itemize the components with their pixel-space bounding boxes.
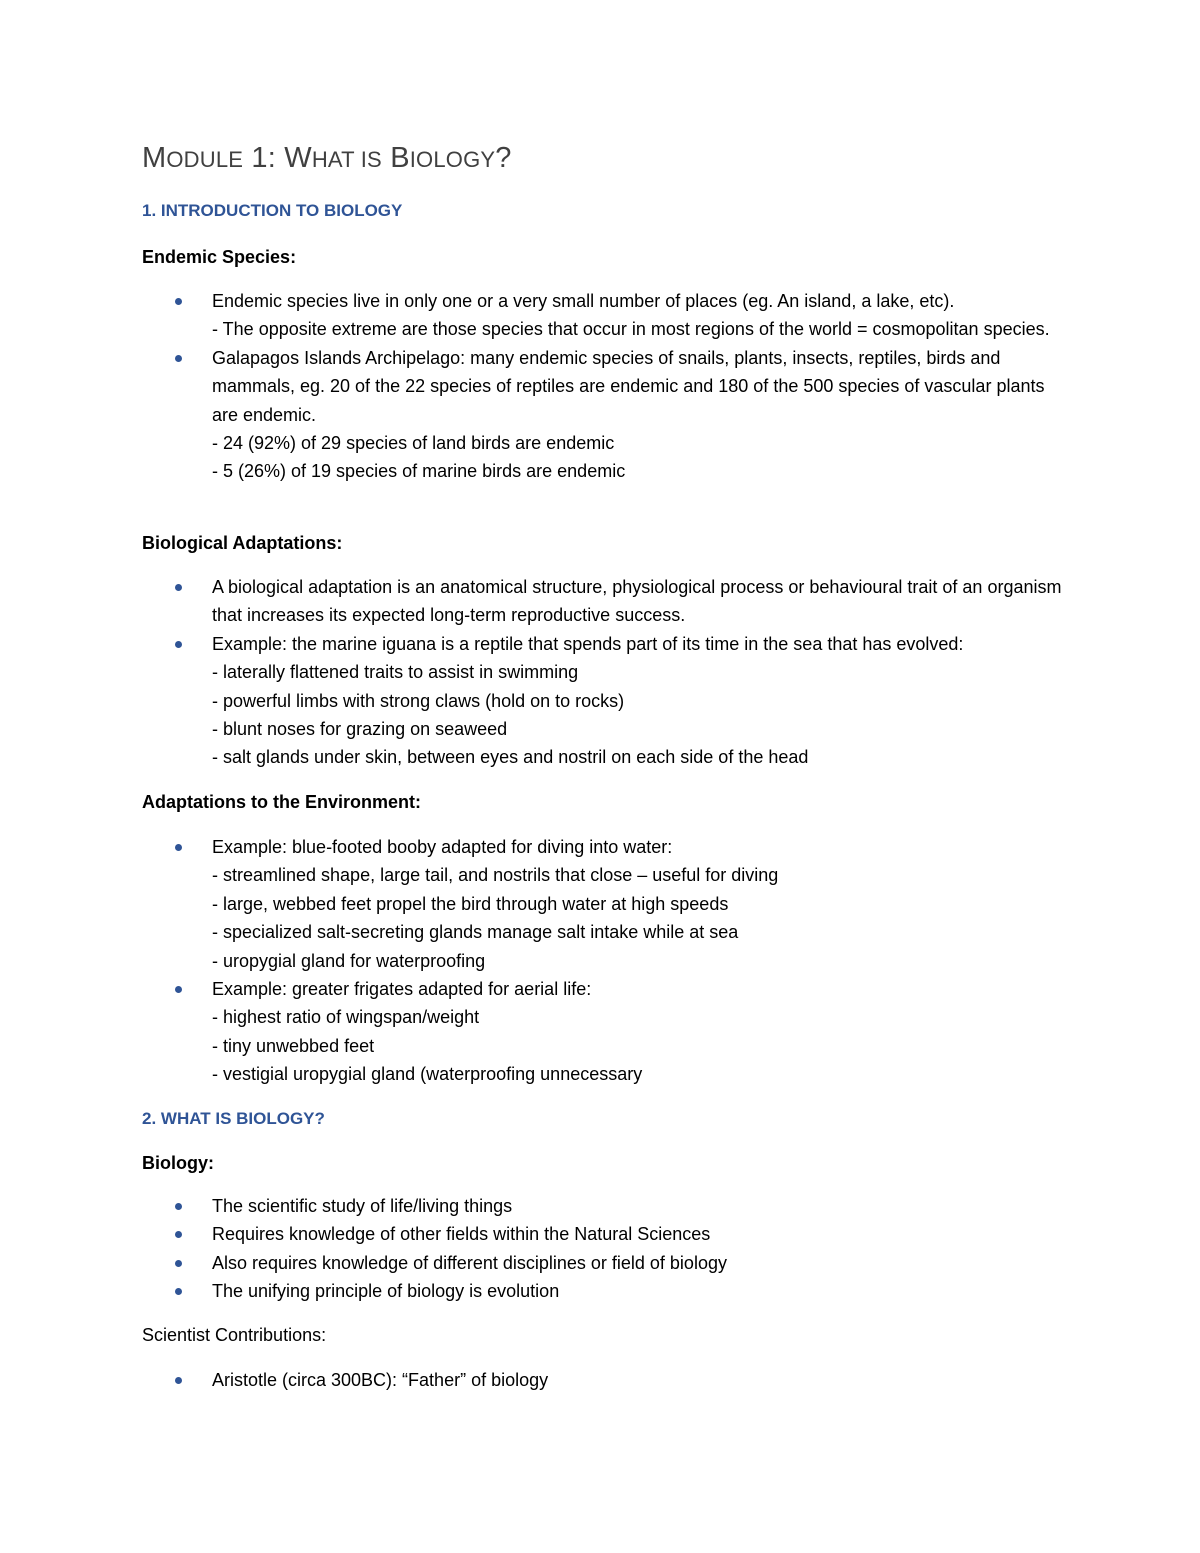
bullet-icon <box>175 986 182 993</box>
item-text: The scientific study of life/living things <box>212 1196 513 1216</box>
title-part: W <box>284 142 312 174</box>
bullet-icon <box>175 298 182 305</box>
sub-item-text: - laterally flattened traits to assist in swimming <box>212 662 579 683</box>
bullet-list-endemic-species <box>142 287 1072 486</box>
title-part: IOLOGY <box>409 147 496 172</box>
list-item <box>142 287 1072 344</box>
list-item <box>142 1277 1072 1305</box>
list-item <box>142 573 1072 630</box>
sub-item-text: - large, webbed feet propel the bird through water at high speeds <box>212 893 729 914</box>
bullet-icon <box>175 1260 182 1267</box>
item-text: Aristotle (circa 300BC): “Father” of biology <box>212 1370 549 1390</box>
item-text: Galapagos Islands Archipelago: many endemic species of snails, plants, insects, reptiles, birds and mammals, eg. 20 of the 22 species of reptiles are endemic and 180 of the 500 species of vascular plants are endemic. <box>212 347 1045 425</box>
item-text: Requires knowledge of other fields within the Natural Sciences <box>212 1224 711 1245</box>
sub-item-text: - tiny unwebbed feet <box>212 1035 375 1056</box>
list-item <box>142 975 1072 1089</box>
item-text: A biological adaptation is an anatomical structure, physiological process or behavioural trait of an organism that increases its expected long-term reproductive success. <box>212 577 1062 626</box>
bullet-list-scientist-contributions <box>142 1366 1072 1394</box>
bullet-icon <box>175 641 182 648</box>
sub-item-text: - highest ratio of wingspan/weight <box>212 1007 480 1028</box>
sub-item-text: - salt glands under skin, between eyes and nostril on each side of the head <box>212 747 809 768</box>
subsection-heading-scientist-contributions: Scientist Contributions: <box>142 1325 327 1345</box>
subsection-heading-biology: Biology: <box>142 1153 214 1173</box>
subsection-heading-endemic-species: Endemic Species: <box>142 247 297 267</box>
list-item <box>142 833 1072 975</box>
sub-item-text: - streamlined shape, large tail, and nostrils that close – useful for diving <box>212 865 779 886</box>
list-item <box>142 1366 1072 1394</box>
subsection-heading-adaptations-environment: Adaptations to the Environment: <box>142 792 421 812</box>
list-item <box>142 630 1072 772</box>
item-text: Example: greater frigates adapted for aerial life: <box>212 979 592 1000</box>
section-heading-what-is-biology: 2. WHAT IS BIOLOGY? <box>142 1109 325 1128</box>
subsection-heading-biological-adaptations: Biological Adaptations: <box>142 533 343 553</box>
bullet-icon <box>175 1377 182 1384</box>
list-item <box>142 1220 1072 1248</box>
sub-item-text: - vestigial uropygial gland (waterproofing unnecessary <box>212 1064 643 1085</box>
bullet-list-adaptations-environment <box>142 833 1072 1089</box>
bullet-icon <box>175 584 182 591</box>
title-part: M <box>142 142 167 174</box>
bullet-icon <box>175 1231 182 1238</box>
sub-item-text: - 24 (92%) of 29 species of land birds are endemic <box>212 433 615 454</box>
sub-item-text: - The opposite extreme are those species that occur in most regions of the world = cosmopolitan species. <box>212 319 1050 340</box>
sub-item-text: - uropygial gland for waterproofing <box>212 950 486 971</box>
sub-item-text: - blunt noses for grazing on seaweed <box>212 719 508 740</box>
sub-item-text: - specialized salt-secreting glands manage salt intake while at sea <box>212 922 739 943</box>
sub-item-text: - powerful limbs with strong claws (hold on to rocks) <box>212 690 625 711</box>
title-part: ODULE <box>166 147 244 172</box>
bullet-list-biology <box>142 1192 1072 1306</box>
item-text: Endemic species live in only one or a very small number of places (eg. An island, a lake, etc). <box>212 291 955 311</box>
list-item <box>142 1192 1072 1220</box>
title-part: 1: <box>243 142 285 174</box>
section-heading-introduction: 1. INTRODUCTION TO BIOLOGY <box>142 201 403 220</box>
title-part: B <box>390 142 410 174</box>
bullet-icon <box>175 1203 182 1210</box>
item-text: Also requires knowledge of different disciplines or field of biology <box>212 1252 727 1273</box>
sub-item-text: - 5 (26%) of 19 species of marine birds are endemic <box>212 461 626 482</box>
bullet-icon <box>175 1288 182 1295</box>
title-part <box>382 142 390 174</box>
bullet-list-biological-adaptations <box>142 573 1072 772</box>
item-text: Example: blue-footed booby adapted for diving into water: <box>212 837 673 857</box>
list-item <box>142 344 1072 486</box>
item-text: The unifying principle of biology is evolution <box>212 1281 560 1302</box>
item-text: Example: the marine iguana is a reptile that spends part of its time in the sea that has evolved: <box>212 633 964 654</box>
bullet-icon <box>175 355 182 362</box>
list-item <box>142 1249 1072 1277</box>
title-part: HAT IS <box>311 147 382 172</box>
title-part: ? <box>495 142 512 174</box>
page-title <box>142 142 512 175</box>
bullet-icon <box>175 844 182 851</box>
